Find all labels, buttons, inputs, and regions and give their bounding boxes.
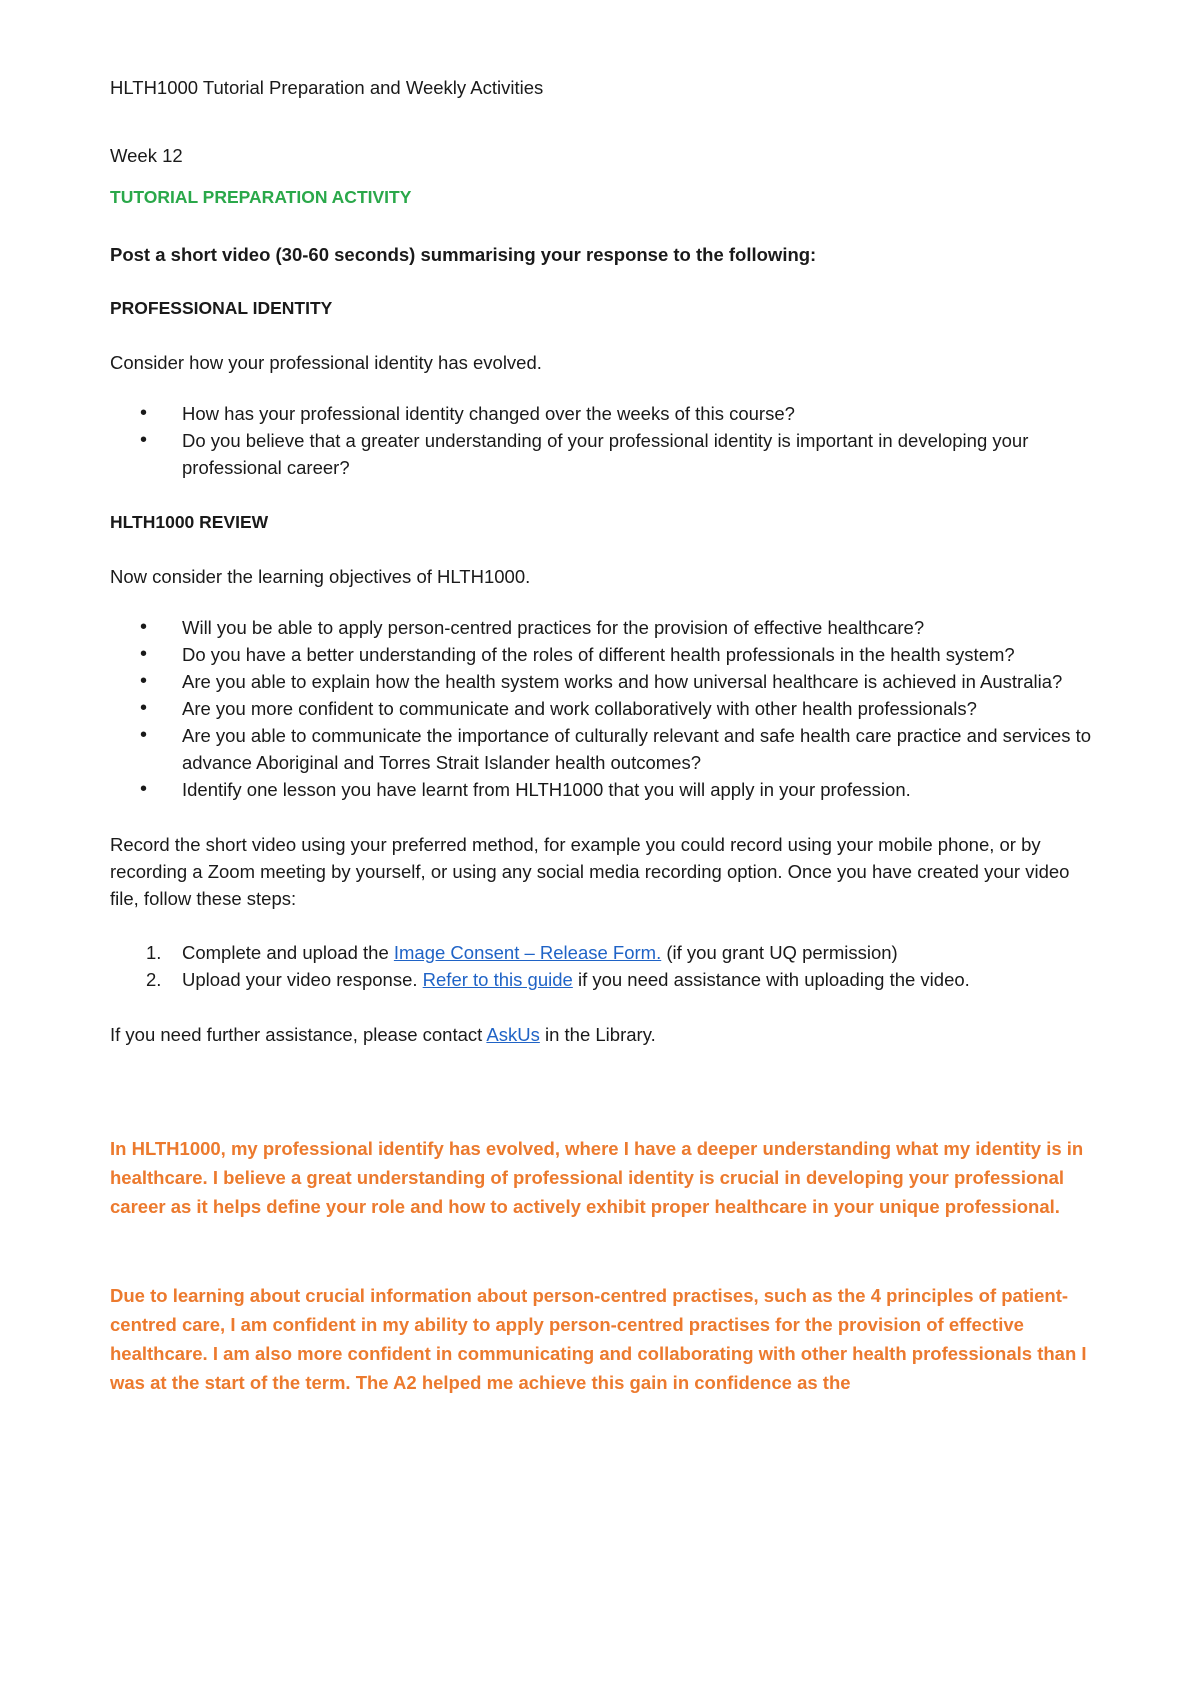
professional-identity-intro: Consider how your professional identity has evolved. bbox=[110, 352, 542, 373]
answer-paragraph-2: Due to learning about crucial information about person-centred practises, such as the 4 principles of patient-centred care, I am confident in my ability to apply person-centred practises for the provision of effective healthcare. I am also more confident in communicating and collaborating with other health professionals than I was at the start of the term. The A2 helped me achieve this gain in confidence as the bbox=[110, 1285, 1087, 1393]
step-text: (if you grant UQ permission) bbox=[661, 942, 898, 963]
step-text: Upload your video response. bbox=[182, 969, 423, 990]
list-item: • How has your professional identity changed over the weeks of this course? bbox=[110, 400, 1100, 427]
upload-guide-link[interactable]: Refer to this guide bbox=[422, 969, 573, 990]
list-item: • Do you believe that a greater understanding of your professional identity is important in developing your professional career? bbox=[110, 427, 1100, 481]
step-item bbox=[110, 966, 1100, 993]
review-intro: Now consider the learning objectives of HLTH1000. bbox=[110, 566, 531, 587]
image-consent-link[interactable]: Image Consent – Release Form. bbox=[393, 942, 662, 963]
week-label: Week 12 bbox=[110, 145, 183, 166]
professional-identity-questions bbox=[110, 400, 1100, 481]
contact-text: If you need further assistance, please contact bbox=[110, 1024, 487, 1045]
record-instructions: Record the short video using your preferred method, for example you could record using your mobile phone, or by recording a Zoom meeting by yourself, or using any social media recording option. Once you have created your video file, follow these steps: bbox=[110, 834, 1070, 909]
list-item: • Do you have a better understanding of the roles of different health professionals in the health system? bbox=[110, 641, 1100, 668]
step-text: if you need assistance with uploading the video. bbox=[572, 969, 970, 990]
contact-text: in the Library. bbox=[539, 1024, 656, 1045]
list-item: • Are you able to explain how the health system works and how universal healthcare is achieved in Australia? bbox=[110, 668, 1100, 695]
tutorial-heading: TUTORIAL PREPARATION ACTIVITY bbox=[110, 187, 412, 207]
list-item: • Are you able to communicate the importance of culturally relevant and safe health care practice and services to advance Aboriginal and Torres Strait Islander health outcomes? bbox=[110, 722, 1100, 776]
step-text: Complete and upload the bbox=[182, 942, 394, 963]
upload-steps bbox=[110, 939, 1100, 993]
professional-identity-heading: PROFESSIONAL IDENTITY bbox=[110, 298, 333, 318]
list-item: • Identify one lesson you have learnt from HLTH1000 that you will apply in your profession. bbox=[110, 776, 1100, 803]
step-item bbox=[110, 939, 1100, 966]
review-heading: HLTH1000 REVIEW bbox=[110, 512, 269, 532]
list-item: • Will you be able to apply person-centred practices for the provision of effective healthcare? bbox=[110, 614, 1100, 641]
contact-line bbox=[110, 1021, 1100, 1048]
answer-paragraph-1: In HLTH1000, my professional identify has evolved, where I have a deeper understanding what my identity is in healthcare. I believe a great understanding of professional identity is crucial in developing your professional career as it helps define your role and how to actively exhibit proper healthcare in your unique professional. bbox=[110, 1138, 1084, 1217]
document-header: HLTH1000 Tutorial Preparation and Weekly Activities bbox=[110, 77, 544, 98]
post-instruction: Post a short video (30-60 seconds) summarising your response to the following: bbox=[110, 244, 817, 265]
list-item: • Are you more confident to communicate and work collaboratively with other health professionals? bbox=[110, 695, 1100, 722]
step-number: 2. bbox=[146, 969, 162, 990]
step-number: 1. bbox=[146, 942, 162, 963]
askus-link[interactable]: AskUs bbox=[486, 1024, 540, 1045]
review-questions bbox=[110, 614, 1100, 803]
